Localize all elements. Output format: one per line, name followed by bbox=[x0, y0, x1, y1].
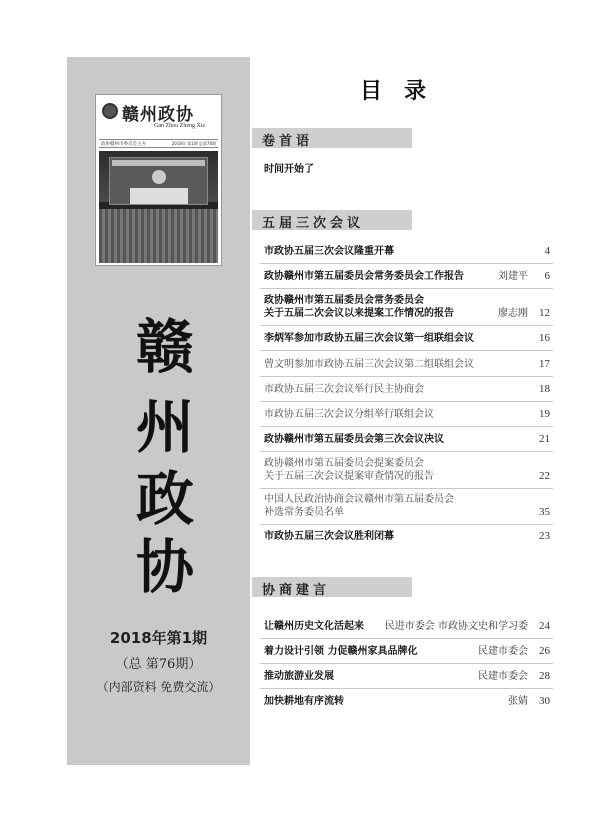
issue-number: 2018年第1期 bbox=[109, 629, 208, 647]
toc-entry[interactable] bbox=[264, 332, 550, 345]
entry-page: 19 bbox=[539, 408, 550, 420]
toc-entry[interactable] bbox=[264, 270, 550, 283]
vertical-title-char: 政 bbox=[135, 465, 194, 533]
divider bbox=[260, 325, 553, 326]
cover-title: 赣州政协 bbox=[122, 105, 194, 125]
entry-title: 着力设计引领 力促赣州家具品牌化 bbox=[264, 646, 418, 657]
toc-entry[interactable] bbox=[264, 457, 550, 483]
divider bbox=[260, 376, 553, 377]
toc-entry[interactable] bbox=[264, 294, 550, 320]
entry-page: 22 bbox=[539, 470, 550, 482]
emblem-icon bbox=[102, 103, 118, 119]
divider bbox=[260, 524, 553, 525]
entry-author: 廖志刚 bbox=[498, 308, 528, 319]
section-label: 卷首语 bbox=[262, 134, 314, 149]
toc-title: 目录 bbox=[360, 78, 449, 104]
divider bbox=[260, 401, 553, 402]
entry-author: 民进市委会 市政协文史和学习委 bbox=[384, 621, 528, 632]
section-header-consultation bbox=[252, 577, 412, 597]
issue-note: （内部资料 免费交流） bbox=[96, 680, 221, 694]
toc-entry[interactable] bbox=[264, 433, 550, 446]
entry-title: 中国人民政治协商会议赣州市第五届委员会 bbox=[264, 494, 454, 505]
entry-title: 政协赣州市第五届委员会常务委员会工作报告 bbox=[264, 271, 464, 282]
entry-page: 35 bbox=[539, 506, 550, 518]
divider bbox=[260, 350, 553, 351]
entry-title: 曾文明参加市政协五届三次会议第二组联组会议 bbox=[264, 359, 474, 370]
section-header-preface bbox=[252, 128, 412, 148]
divider bbox=[260, 688, 553, 689]
toc-entry[interactable] bbox=[264, 163, 550, 176]
entry-author: 刘建平 bbox=[498, 271, 528, 282]
entry-title-line2: 补选常务委员名单 bbox=[264, 507, 344, 518]
entry-title-line2: 关于五届二次会议以来提案工作情况的报告 bbox=[264, 308, 454, 319]
entry-title: 市政协五届三次会议举行民主协商会 bbox=[264, 384, 424, 395]
toc-entry[interactable] bbox=[264, 530, 550, 543]
divider bbox=[260, 426, 553, 427]
cover-masthead bbox=[96, 95, 221, 139]
entry-title-line2: 关于五届三次会议提案审查情况的报告 bbox=[264, 471, 434, 482]
vertical-title-char: 州 bbox=[135, 393, 194, 461]
entry-title: 让赣州历史文化活起来 bbox=[264, 621, 364, 632]
cover-thumbnail[interactable] bbox=[95, 94, 222, 266]
entry-title: 时间开始了 bbox=[264, 164, 314, 175]
cover-issue-small: 2018年 第1期 总第76期 bbox=[171, 141, 216, 146]
toc-entry[interactable] bbox=[264, 620, 550, 633]
divider bbox=[260, 663, 553, 664]
entry-page: 23 bbox=[539, 530, 550, 542]
section-label: 协商建言 bbox=[262, 583, 331, 598]
entry-page: 30 bbox=[539, 695, 550, 707]
entry-author: 民建市委会 bbox=[478, 671, 528, 682]
entry-title: 加快耕地有序流转 bbox=[264, 696, 344, 707]
toc-entry[interactable] bbox=[264, 670, 550, 683]
entry-title: 市政协五届三次会议分组举行联组会议 bbox=[264, 409, 434, 420]
photo-rostrum bbox=[130, 188, 188, 204]
divider bbox=[260, 263, 553, 264]
cover-photo bbox=[99, 151, 218, 263]
entry-title: 政协赣州市第五届委员会第三次会议决议 bbox=[264, 434, 444, 445]
toc-entry[interactable] bbox=[264, 408, 550, 421]
vertical-title-char: 协 bbox=[135, 533, 194, 601]
entry-author: 张婧 bbox=[508, 696, 528, 707]
section-label: 五届三次会议 bbox=[262, 216, 365, 231]
entry-title: 市政协五届三次会议隆重开幕 bbox=[264, 246, 394, 257]
entry-page: 6 bbox=[544, 270, 550, 282]
entry-page: 26 bbox=[539, 645, 550, 657]
entry-page: 4 bbox=[544, 245, 550, 257]
divider bbox=[260, 638, 553, 639]
toc-entry[interactable] bbox=[264, 493, 550, 519]
toc-entry[interactable] bbox=[264, 383, 550, 396]
cover-publisher: 政协赣州市委员会主办 bbox=[101, 142, 146, 147]
entry-page: 17 bbox=[539, 358, 550, 370]
entry-title: 政协赣州市第五届委员会常务委员会 bbox=[264, 295, 424, 306]
entry-title: 市政协五届三次会议胜利闭幕 bbox=[264, 531, 394, 542]
toc-entry[interactable] bbox=[264, 645, 550, 658]
section-header-session bbox=[252, 210, 412, 230]
photo-audience bbox=[99, 209, 218, 263]
cover-info-bar bbox=[99, 139, 218, 148]
entry-title: 李炳军参加市政协五届三次会议第一组联组会议 bbox=[264, 333, 474, 344]
photo-banner bbox=[112, 160, 205, 166]
divider bbox=[260, 488, 553, 489]
divider bbox=[260, 288, 553, 289]
cover-pinyin: Gan Zhou Zheng Xie bbox=[154, 123, 206, 129]
toc-entry[interactable] bbox=[264, 695, 550, 708]
toc-entry[interactable] bbox=[264, 358, 550, 371]
divider bbox=[260, 451, 553, 452]
photo-emblem bbox=[152, 170, 166, 184]
entry-page: 21 bbox=[539, 433, 550, 445]
entry-page: 16 bbox=[539, 332, 550, 344]
entry-page: 28 bbox=[539, 670, 550, 682]
photo-stage bbox=[109, 157, 208, 205]
entry-title: 推动旅游业发展 bbox=[264, 671, 334, 682]
vertical-title-char: 赣 bbox=[135, 313, 194, 381]
toc-entry[interactable] bbox=[264, 245, 550, 258]
issue-total: （总 第76期） bbox=[115, 657, 202, 672]
entry-page: 24 bbox=[539, 620, 550, 632]
entry-page: 12 bbox=[539, 307, 550, 319]
entry-author: 民建市委会 bbox=[478, 646, 528, 657]
entry-title: 政协赣州市第五届委员会提案委员会 bbox=[264, 458, 424, 469]
entry-page: 18 bbox=[539, 383, 550, 395]
